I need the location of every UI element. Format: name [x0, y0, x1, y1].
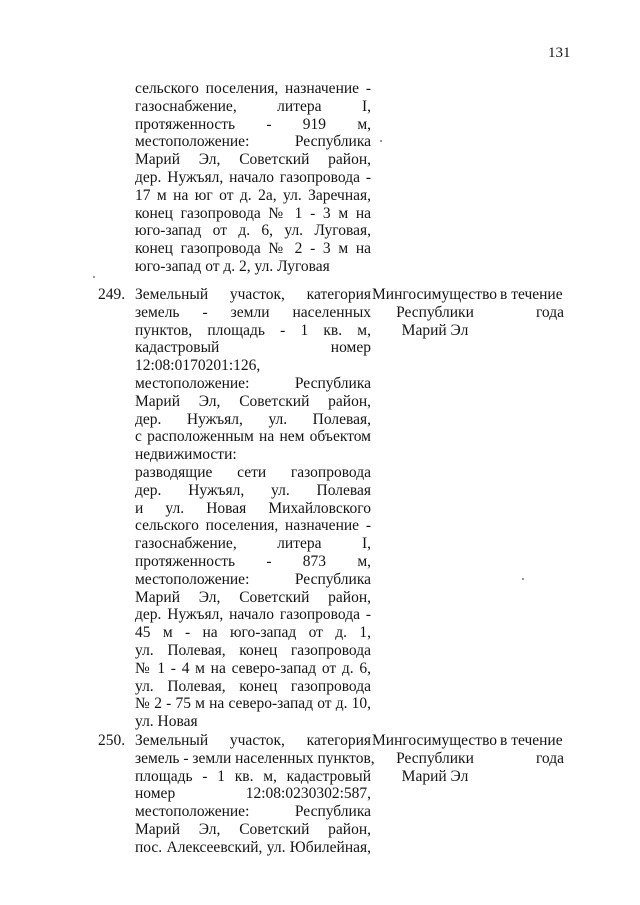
authority-line: Марий Эл	[401, 321, 469, 339]
description-line: пунктов, площадь - 1 кв. м,	[135, 321, 371, 339]
description-line: Марий Эл, Советский район,	[135, 588, 371, 606]
deadline-line: в течение	[500, 286, 563, 303]
authority-line: Мингосимущество	[372, 286, 498, 303]
description-line: Марий Эл, Советский район,	[135, 392, 371, 410]
description-line: местоположение: Республика	[135, 803, 371, 821]
description-line: дер. Нужъял, ул. Полевая,	[135, 410, 371, 428]
description-line: местоположение: Республика	[135, 374, 371, 392]
responsible-authority	[372, 286, 498, 339]
page-number: 131	[548, 45, 571, 61]
description-line: дер. Нужъял, начало газопровода -	[135, 168, 371, 186]
deadline-line: в течение	[500, 732, 563, 749]
description-line: юго-запад от д. 2, ул. Луговая	[135, 257, 330, 275]
entry-description	[135, 80, 371, 276]
description-line: протяженность - 873 м,	[135, 552, 371, 570]
authority-line: Марий Эл	[401, 767, 469, 785]
responsible-authority	[372, 732, 498, 785]
description-line: газоснабжение, литера I,	[135, 97, 371, 115]
description-line: конец газопровода № 1 - 3 м на	[135, 204, 371, 222]
deadline	[500, 732, 564, 768]
description-line: местоположение: Республика	[135, 570, 371, 588]
description-line: 45 м - на юго-запад от д. 1,	[135, 624, 371, 642]
description-line: протяженность - 919 м,	[135, 115, 371, 133]
scan-speck	[93, 276, 95, 278]
description-line: с расположенным на нем объектом	[135, 428, 371, 446]
description-line: юго-запад от д. 6, ул. Луговая,	[135, 222, 371, 240]
description-line: № 2 - 75 м на северо-запад от д. 10,	[135, 695, 371, 713]
description-line: ул. Полевая, конец газопровода	[135, 641, 371, 659]
deadline-line: года	[535, 303, 564, 321]
description-line: и ул. Новая Михайловского	[135, 499, 371, 517]
description-line: ул. Новая	[135, 713, 198, 731]
description-line: земель - земли населенных пунктов,	[135, 749, 375, 767]
description-line: 17 м на юг от д. 2а, ул. Заречная,	[135, 186, 371, 204]
entry-description	[135, 732, 375, 857]
description-line: Марий Эл, Советский район,	[135, 151, 371, 169]
description-line: конец газопровода № 2 - 3 м на	[135, 240, 371, 258]
description-line: № 1 - 4 м на северо-запад от д. 6,	[135, 659, 371, 677]
description-line: номер 12:08:0230302:587,	[135, 785, 371, 803]
description-line: недвижимости:	[135, 446, 237, 464]
description-line: сельского поселения, назначение -	[135, 80, 371, 97]
deadline-line: года	[535, 749, 564, 767]
description-line: сельского поселения, назначение -	[135, 517, 371, 535]
description-line: площадь - 1 кв. м, кадастровый	[135, 767, 371, 785]
description-line: газоснабжение, литера I,	[135, 535, 371, 553]
authority-line: Республики	[396, 749, 474, 767]
description-line: дер. Нужъял, начало газопровода -	[135, 606, 371, 624]
description-line: ул. Полевая, конец газопровода	[135, 677, 371, 695]
entry-description	[135, 286, 371, 731]
description-line: пос. Алексеевский, ул. Юбилейная,	[135, 838, 371, 856]
description-line: местоположение: Республика	[135, 133, 371, 151]
deadline	[500, 286, 564, 322]
scan-speck	[522, 578, 524, 580]
scan-speck	[380, 140, 382, 142]
description-line: кадастровый номер	[135, 339, 371, 357]
entry-number: 250.	[98, 732, 126, 749]
description-line: Марий Эл, Советский район,	[135, 820, 371, 838]
description-line: разводящие сети газопровода	[135, 463, 371, 481]
description-line: 12:08:0170201:126,	[135, 357, 261, 375]
description-line: Земельный участок, категория	[135, 286, 371, 303]
description-line: Земельный участок, категория	[135, 732, 371, 749]
authority-line: Мингосимущество	[372, 732, 498, 749]
authority-line: Республики	[396, 303, 474, 321]
entry-number: 249.	[98, 286, 126, 303]
description-line: дер. Нужъял, ул. Полевая	[135, 481, 371, 499]
description-line: земель - земли населенных	[135, 303, 371, 321]
